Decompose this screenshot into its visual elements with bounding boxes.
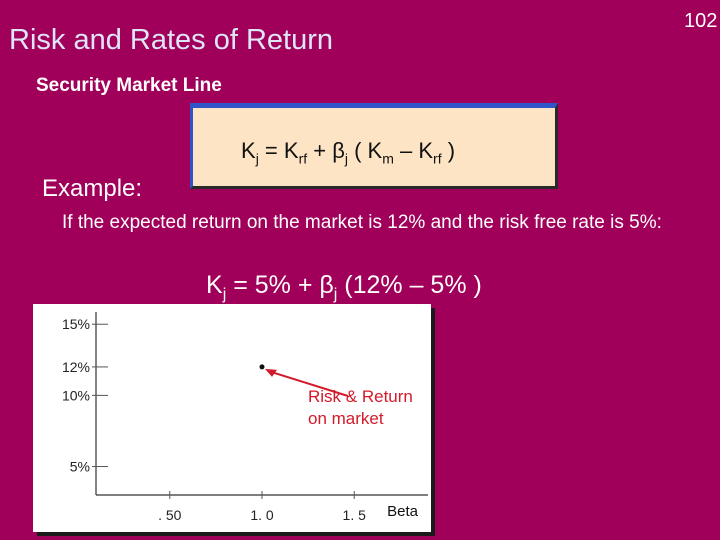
x-tick-label: 1. 5 xyxy=(342,507,366,523)
formula-k: K xyxy=(241,138,256,163)
y-tick-label: 12% xyxy=(61,358,90,375)
sml-chart xyxy=(33,304,431,532)
page-number: 102 xyxy=(684,10,718,32)
chart-canvas xyxy=(33,304,431,532)
x-tick-label: . 50 xyxy=(158,507,182,523)
x-axis-label: Beta xyxy=(387,503,418,520)
formula-m-sub: m xyxy=(382,150,394,167)
example-formula xyxy=(206,271,482,304)
x-tick-label: 1. 0 xyxy=(250,507,274,523)
formula-close: ) xyxy=(441,138,456,163)
y-tick-label: 15% xyxy=(61,316,90,333)
formula-rf-sub: rf xyxy=(298,150,308,167)
formula2-k: K xyxy=(206,271,223,299)
formula-minus-k: – K xyxy=(393,138,434,163)
sml-formula xyxy=(241,138,455,166)
formula2-tail: (12% – 5% ) xyxy=(337,271,482,299)
formula2-mid: = 5% + β xyxy=(226,271,334,299)
formula-box xyxy=(190,103,558,189)
y-tick-label: 5% xyxy=(69,458,90,475)
annotation-line1: Risk & Return xyxy=(308,387,413,406)
market-point xyxy=(260,364,265,369)
formula-equals: = K xyxy=(258,138,299,163)
formula2-k-sub: j xyxy=(222,286,227,303)
example-text: If the expected return on the market is 12% and the risk free rate is 5%: xyxy=(62,212,662,233)
slide-subtitle: Security Market Line xyxy=(36,75,222,96)
formula-plus-beta: + β xyxy=(307,138,345,163)
annotation-line2: on market xyxy=(308,409,384,428)
formula-paren-km: ( K xyxy=(347,138,383,163)
example-label: Example: xyxy=(42,175,143,202)
formula-k-sub: j xyxy=(255,150,259,167)
formula2-beta-sub: j xyxy=(333,286,338,303)
slide-title: Risk and Rates of Return xyxy=(9,24,333,56)
y-tick-label: 10% xyxy=(61,387,90,404)
formula-beta-sub: j xyxy=(344,150,348,167)
formula-rf-sub2: rf xyxy=(433,150,442,167)
